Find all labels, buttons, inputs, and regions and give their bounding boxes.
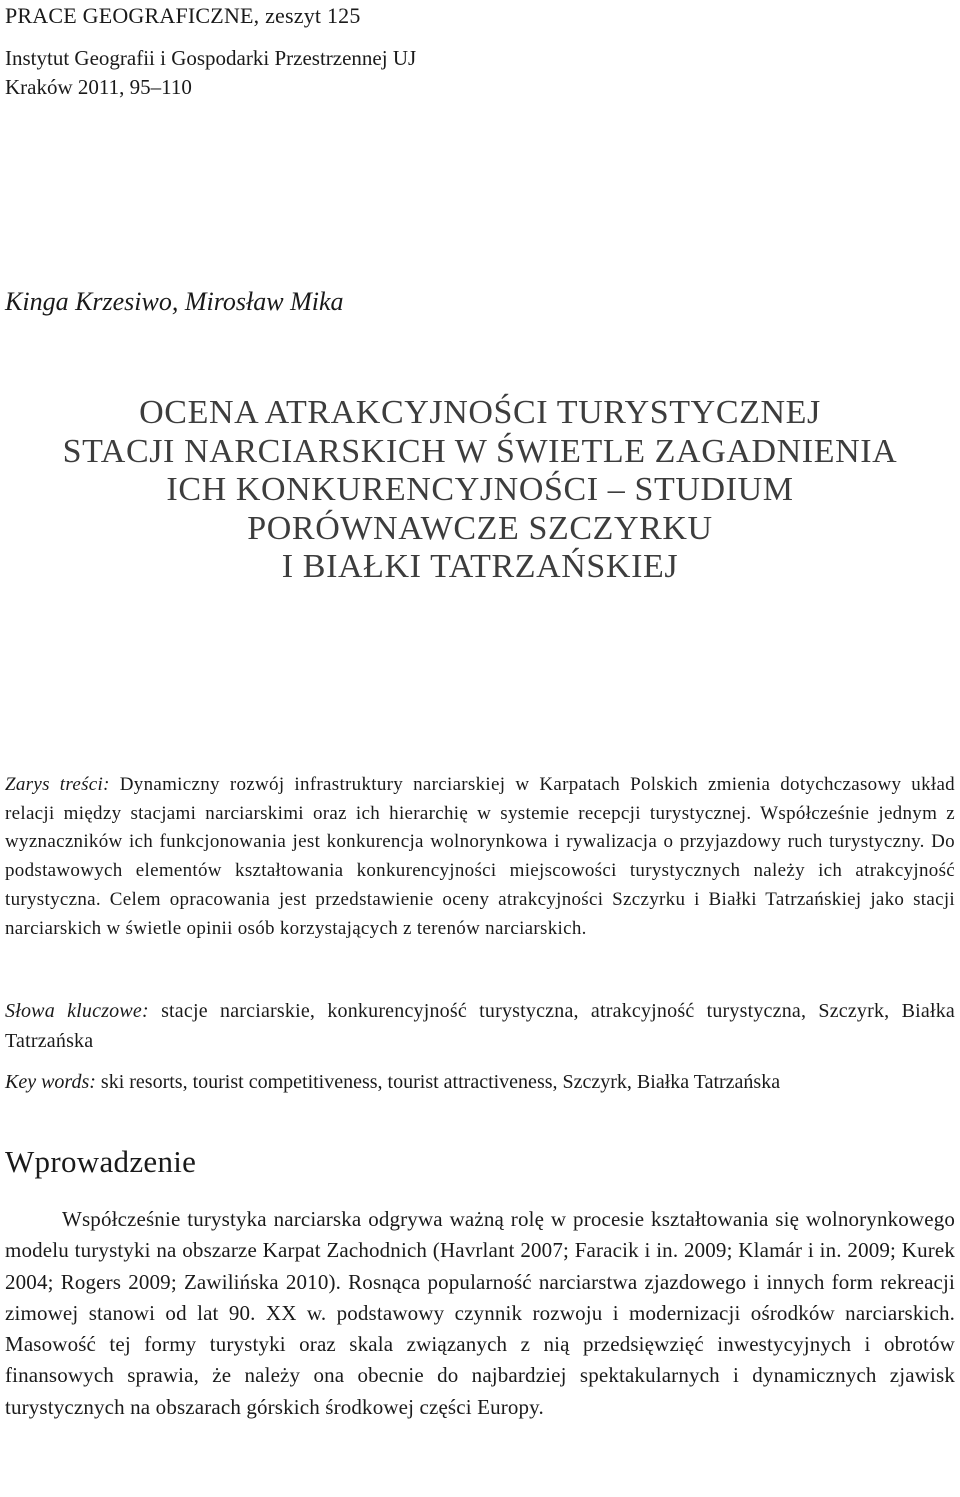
title-line: OCENA ATRAKCYJNOŚCI TURYSTYCZNEJ xyxy=(139,394,821,431)
article-title xyxy=(5,394,955,587)
institute-line: Instytut Geografii i Gospodarki Przestrzennej UJ xyxy=(5,46,417,70)
keywords-polish-text: stacje narciarskie, konkurencyjność turystyczna, atrakcyjność turystyczna, Szczyrk, Białka Tatrzańska xyxy=(5,1000,955,1052)
title-line: ICH KONKURENCYJNOŚCI – STUDIUM xyxy=(166,471,794,508)
section-heading: Wprowadzenie xyxy=(5,1144,197,1179)
journal-title: PRACE GEOGRAFICZNE, zeszyt 125 xyxy=(5,3,361,28)
keywords-english xyxy=(5,1067,955,1097)
keywords-english-text: ski resorts, tourist competitiveness, tourist attractiveness, Szczyrk, Białka Tatrzańska xyxy=(95,1071,781,1093)
intro-paragraph: Współcześnie turystyka narciarska odgrywa ważną rolę w procesie kształtowania się wolnorynkowego modelu turystyki na obszarze Karpat Zachodnich (Havrlant 2007; Faracik i in. 2009; Klamár i in. 2009; Kurek 2004; Rogers 2009; Zawilińska 2010). Rosnąca popularność narciarstwa zjazdowego i innych form rekreacji zimowej stanowi od lat 90. XX w. podstawowy czynnik rozwoju i modernizacji ośrodków narciarskich. Masowość tej formy turystyki oraz skala związanych z nią przedsięwzięć inwestycyjnych i obrotów finansowych sprawia, że należy ona obecnie do najbardziej spektakularnych i dynamicznych zjawisk turystycznych na obszarach górskich środkowej części Europy. xyxy=(5,1207,955,1419)
keywords-polish xyxy=(5,996,955,1056)
title-line: PORÓWNAWCZE SZCZYRKU xyxy=(247,509,713,547)
abstract-text: Dynamiczny rozwój infrastruktury narciarskiej w Karpatach Polskich zmienia dotychczasowy układ relacji między stacjami narciarskimi oraz ich hierarchię w systemie recepcji turystycznej. Współcześnie jednym z wyznaczników ich funkcjonowania jest konkurencja wolnorynkowa i rywalizacja o przyjazdowy ruch turystyczny. Do podstawowych elementów kształtowania konkurencyjności miejscowości turystycznych należy ich atrakcyjność turystyczna. Celem opracowania jest przedstawienie oceny atrakcyjności Szczyrku i Białki Tatrzańskiej jako stacji narciarskich w świetle opinii osób korzystających z terenów narciarskich. xyxy=(5,774,955,939)
title-line: I BIAŁKI TATRZAŃSKIEJ xyxy=(281,548,679,585)
keywords-polish-label: Słowa kluczowe: xyxy=(5,1000,149,1022)
keywords-english-label: Key words: xyxy=(5,1071,96,1093)
abstract xyxy=(5,771,955,943)
place-and-pages: Kraków 2011, 95–110 xyxy=(5,75,192,99)
authors: Kinga Krzesiwo, Mirosław Mika xyxy=(5,287,344,316)
abstract-label: Zarys treści: xyxy=(5,774,110,795)
title-line: STACJI NARCIARSKICH W ŚWIETLE ZAGADNIENIA xyxy=(62,432,898,470)
